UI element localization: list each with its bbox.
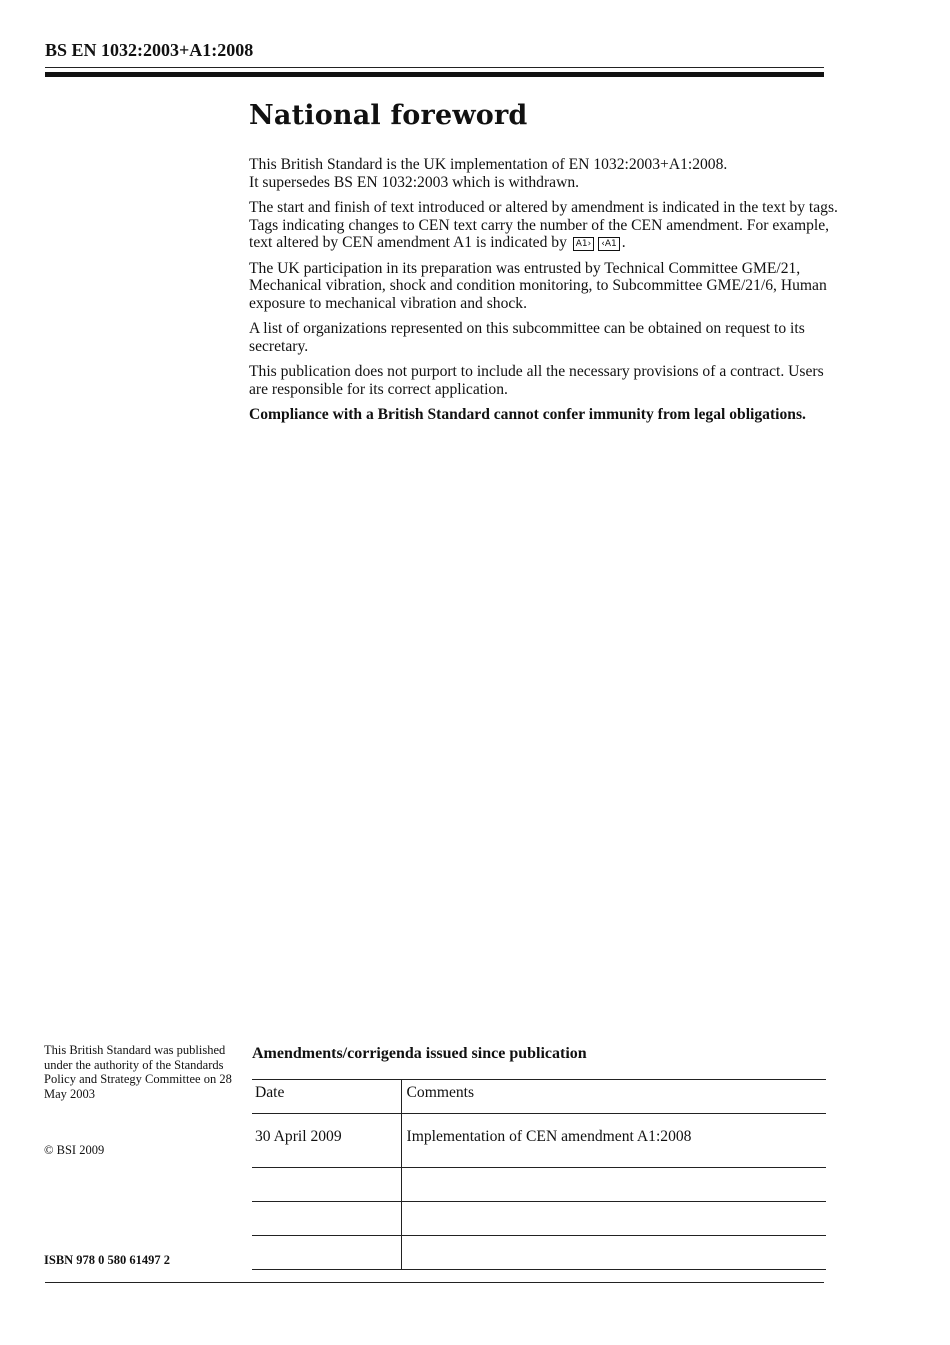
table-cell-empty [401, 1168, 826, 1202]
foreword-p1-line1: This British Standard is the UK implementation of EN 1032:2003+A1:2008. [249, 156, 728, 173]
table-row [252, 1114, 826, 1168]
foreword-paragraph-6: Compliance with a British Standard cannot confer immunity from legal obligations. [249, 406, 806, 423]
table-header-date: Date [252, 1080, 401, 1114]
foreword-p2-end: . [621, 234, 626, 251]
foreword-body [249, 156, 839, 432]
table-row-empty [252, 1202, 826, 1236]
foreword-p1-line2: It supersedes BS EN 1032:2003 which is withdrawn. [249, 173, 580, 191]
foreword-p2-text: The start and finish of text introduced or altered by amendment is indicated in the text by tags. Tags indicating changes to CEN text carry the number of the CEN amendment. For example, text altered by CEN amendment A1 is indicated by [249, 199, 838, 251]
table-cell-empty [401, 1202, 826, 1236]
foreword-paragraph-3: The UK participation in its preparation was entrusted by Technical Committee GME/21, Mechanical vibration, shock and condition monitoring, to Subcommittee GME/21/6, Human exposure to mechanical vibration and shock. [249, 259, 827, 312]
table-cell-empty [252, 1168, 401, 1202]
table-cell-comment: Implementation of CEN amendment A1:2008 [401, 1114, 826, 1168]
publication-note: This British Standard was published under the authority of the Standards Policy and Strategy Committee on 28 May 2003 [44, 1043, 232, 1101]
standard-id: BS EN 1032:2003+A1:2008 [45, 40, 254, 60]
amendment-tag-end-label: A1 [604, 239, 617, 249]
table-row-empty [252, 1236, 826, 1270]
foreword-paragraph-4: A list of organizations represented on this subcommittee can be obtained on request to its secretary. [249, 320, 805, 355]
footer-rule [45, 1282, 824, 1283]
page-title: National foreword [249, 100, 528, 131]
table-header-row [252, 1080, 826, 1114]
table-header-comments: Comments [401, 1080, 826, 1114]
table-cell-empty [401, 1236, 826, 1270]
foreword-paragraph-5: This publication does not purport to include all the necessary provisions of a contract. Users are responsible for its correct application. [249, 363, 824, 398]
amendment-tag-start [573, 237, 595, 251]
header-rule-thin [45, 67, 824, 68]
header-rule-thick [45, 72, 824, 77]
foreword-paragraph-1 [249, 156, 839, 191]
table-cell-date: 30 April 2009 [252, 1114, 401, 1168]
foreword-paragraph-2 [249, 199, 839, 252]
amendments-title: Amendments/corrigenda issued since publication [252, 1045, 587, 1062]
amendment-tag-end [598, 237, 620, 251]
amendments-table [252, 1079, 826, 1270]
table-cell-empty [252, 1202, 401, 1236]
copyright: © BSI 2009 [44, 1143, 105, 1157]
table-row-empty [252, 1168, 826, 1202]
isbn: ISBN 978 0 580 61497 2 [44, 1253, 171, 1267]
table-cell-empty [252, 1236, 401, 1270]
amendment-tag-start-label: A1 [575, 239, 588, 249]
